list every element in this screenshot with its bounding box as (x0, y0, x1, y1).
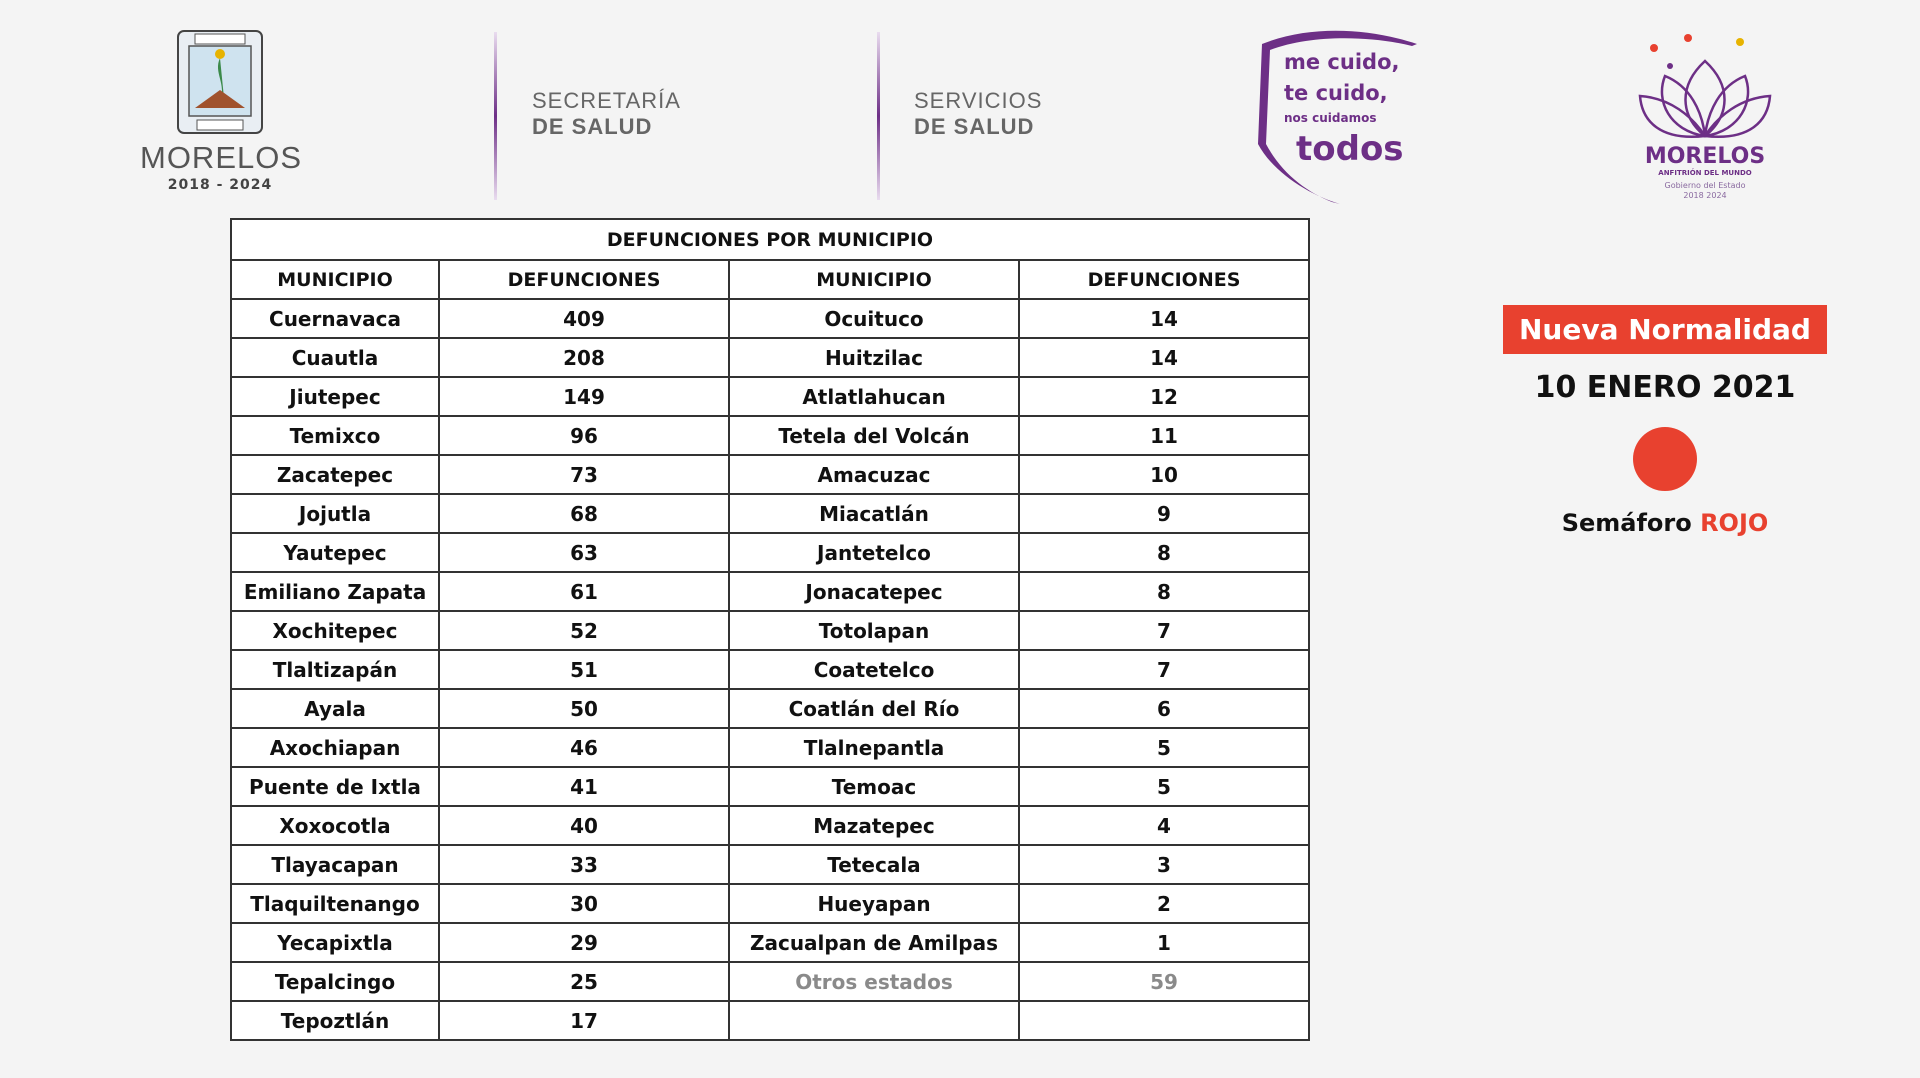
defunciones-cell (1019, 1001, 1309, 1040)
table-header-row (231, 260, 1309, 299)
table-row (231, 572, 1309, 611)
municipio-cell: Jantetelco (729, 533, 1019, 572)
municipio-cell: Totolapan (729, 611, 1019, 650)
morelos-anfitrion-logo (1630, 26, 1780, 206)
municipio-cell: Puente de Ixtla (231, 767, 439, 806)
campaign-line2: te cuido, (1284, 81, 1388, 105)
defunciones-cell: 14 (1019, 299, 1309, 338)
government-years: 2018 - 2024 (167, 177, 273, 193)
municipio-cell (729, 1001, 1019, 1040)
column-header: DEFUNCIONES (1019, 260, 1309, 299)
municipio-cell: Tlaquiltenango (231, 884, 439, 923)
municipio-cell: Xoxocotla (231, 806, 439, 845)
table-row (231, 923, 1309, 962)
table-row (231, 299, 1309, 338)
table-row (231, 650, 1309, 689)
column-header: MUNICIPIO (729, 260, 1019, 299)
defunciones-cell: 8 (1019, 572, 1309, 611)
defunciones-cell: 2 (1019, 884, 1309, 923)
defunciones-cell: 5 (1019, 767, 1309, 806)
defunciones-cell: 68 (439, 494, 729, 533)
table-row (231, 611, 1309, 650)
defunciones-cell: 4 (1019, 806, 1309, 845)
defunciones-cell: 59 (1019, 962, 1309, 1001)
table-row (231, 884, 1309, 923)
report-date: 10 ENERO 2021 (1534, 370, 1796, 405)
defunciones-cell: 409 (439, 299, 729, 338)
municipio-cell: Coatlán del Río (729, 689, 1019, 728)
municipio-cell: Tetecala (729, 845, 1019, 884)
defunciones-cell: 8 (1019, 533, 1309, 572)
semaforo-color-name: ROJO (1700, 509, 1769, 537)
municipio-cell: Xochitepec (231, 611, 439, 650)
municipio-cell: Amacuzac (729, 455, 1019, 494)
defunciones-cell: 5 (1019, 728, 1309, 767)
secretaria-de-salud-label (532, 88, 681, 141)
municipio-cell: Yecapixtla (231, 923, 439, 962)
semaforo-light-icon (1633, 427, 1697, 491)
municipio-cell: Temoac (729, 767, 1019, 806)
campaign-line1: me cuido, (1284, 50, 1400, 74)
table-row (231, 962, 1309, 1001)
defunciones-cell: 50 (439, 689, 729, 728)
defunciones-cell: 3 (1019, 845, 1309, 884)
defunciones-cell: 96 (439, 416, 729, 455)
municipio-cell: Tlaltizapán (231, 650, 439, 689)
municipio-cell: Cuernavaca (231, 299, 439, 338)
municipio-cell: Tlayacapan (231, 845, 439, 884)
table-row (231, 494, 1309, 533)
lotus-flower-icon (1630, 26, 1780, 206)
table-row (231, 845, 1309, 884)
nueva-normalidad-badge: Nueva Normalidad (1503, 305, 1827, 354)
defunciones-cell: 25 (439, 962, 729, 1001)
municipio-cell: Mazatepec (729, 806, 1019, 845)
campaign-line4: todos (1296, 129, 1404, 169)
table-row (231, 338, 1309, 377)
defunciones-cell: 11 (1019, 416, 1309, 455)
dept1-line1: SECRETARÍA (532, 88, 681, 113)
municipio-cell: Tlalnepantla (729, 728, 1019, 767)
morelos-wordmark: MORELOS (140, 140, 303, 175)
table-row (231, 377, 1309, 416)
municipio-cell: Ayala (231, 689, 439, 728)
column-header: MUNICIPIO (231, 260, 439, 299)
table-row (231, 416, 1309, 455)
defunciones-cell: 51 (439, 650, 729, 689)
municipio-cell: Temixco (231, 416, 439, 455)
municipio-cell: Ocuituco (729, 299, 1019, 338)
dept2-line1: SERVICIOS (914, 88, 1043, 113)
morelos-government-logo (140, 28, 303, 203)
municipio-cell: Zacualpan de Amilpas (729, 923, 1019, 962)
defunciones-cell: 52 (439, 611, 729, 650)
defunciones-cell: 7 (1019, 650, 1309, 689)
municipio-cell: Axochiapan (231, 728, 439, 767)
table-row (231, 767, 1309, 806)
municipio-cell: Atlatlahucan (729, 377, 1019, 416)
municipio-cell: Jonacatepec (729, 572, 1019, 611)
municipio-cell: Tepalcingo (231, 962, 439, 1001)
defunciones-cell: 17 (439, 1001, 729, 1040)
table-body (231, 299, 1309, 1040)
municipio-cell: Jojutla (231, 494, 439, 533)
defunciones-cell: 33 (439, 845, 729, 884)
defunciones-cell: 208 (439, 338, 729, 377)
defunciones-cell: 14 (1019, 338, 1309, 377)
divider-line (494, 32, 497, 200)
header (0, 0, 1920, 215)
defunciones-cell: 1 (1019, 923, 1309, 962)
defunciones-cell: 30 (439, 884, 729, 923)
campaign-line3: nos cuidamos (1284, 111, 1377, 125)
defunciones-table (230, 218, 1310, 1041)
servicios-de-salud-label (914, 88, 1042, 141)
semaforo-status (1500, 509, 1830, 537)
dept2-line2: DE SALUD (914, 114, 1035, 140)
column-header: DEFUNCIONES (439, 260, 729, 299)
defunciones-cell: 149 (439, 377, 729, 416)
defunciones-cell: 9 (1019, 494, 1309, 533)
table-row (231, 728, 1309, 767)
defunciones-cell: 40 (439, 806, 729, 845)
logo-right-sub1: Gobierno del Estado (1664, 181, 1746, 190)
defunciones-cell: 41 (439, 767, 729, 806)
municipio-cell: Hueyapan (729, 884, 1019, 923)
defunciones-cell: 7 (1019, 611, 1309, 650)
defunciones-cell: 73 (439, 455, 729, 494)
status-panel (1500, 305, 1830, 537)
semaforo-label: Semáforo (1561, 509, 1692, 537)
municipio-cell: Otros estados (729, 962, 1019, 1001)
table-title: DEFUNCIONES POR MUNICIPIO (231, 219, 1309, 260)
logo-right-name: MORELOS (1644, 144, 1766, 169)
municipio-cell: Tetela del Volcán (729, 416, 1019, 455)
table-row (231, 689, 1309, 728)
defunciones-cell: 12 (1019, 377, 1309, 416)
logo-right-tagline: ANFITRIÓN DEL MUNDO (1658, 169, 1752, 177)
defunciones-cell: 63 (439, 533, 729, 572)
municipio-cell: Yautepec (231, 533, 439, 572)
municipio-cell: Tepoztlán (231, 1001, 439, 1040)
dept1-line2: DE SALUD (532, 114, 653, 140)
me-cuido-campaign-logo (1252, 24, 1422, 209)
defunciones-cell: 46 (439, 728, 729, 767)
table-row (231, 533, 1309, 572)
municipio-cell: Cuautla (231, 338, 439, 377)
municipio-cell: Zacatepec (231, 455, 439, 494)
defunciones-cell: 29 (439, 923, 729, 962)
municipio-cell: Emiliano Zapata (231, 572, 439, 611)
defunciones-cell: 6 (1019, 689, 1309, 728)
municipio-cell: Huitzilac (729, 338, 1019, 377)
table-row (231, 806, 1309, 845)
defunciones-cell: 61 (439, 572, 729, 611)
defunciones-cell: 10 (1019, 455, 1309, 494)
municipio-cell: Coatetelco (729, 650, 1019, 689)
table-row (231, 455, 1309, 494)
municipio-cell: Jiutepec (231, 377, 439, 416)
logo-right-sub2: 2018 2024 (1683, 191, 1727, 200)
morelos-shield-icon (175, 28, 265, 136)
divider-line (877, 32, 880, 200)
municipio-cell: Miacatlán (729, 494, 1019, 533)
table-row (231, 1001, 1309, 1040)
